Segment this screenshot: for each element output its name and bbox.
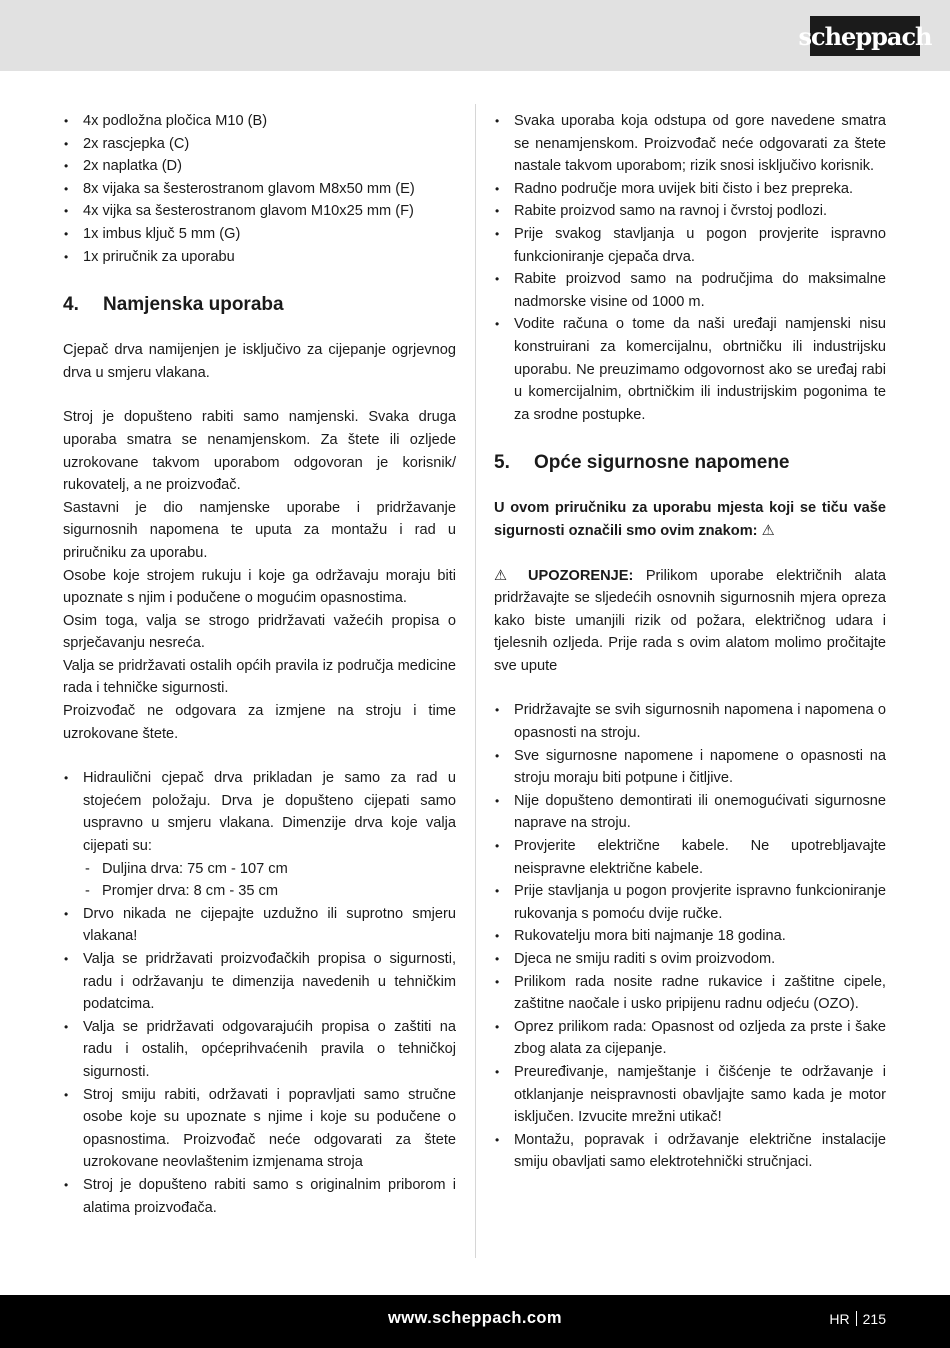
list-item: • Rabite proizvod samo na područjima do maksimalne nadmorske visine od 1000 m.	[494, 268, 886, 313]
section-number: 4.	[63, 294, 79, 316]
list-item: • Prije svakog stavljanja u pogon provjerite ispravno funkcioniranje cjepača drva.	[494, 223, 886, 268]
list-item: • Sve sigurnosne napomene i napomene o opasnosti na stroju moraju biti potpune i čitljive.	[494, 745, 886, 790]
section-5-heading	[494, 451, 886, 475]
safety-list	[494, 699, 886, 1173]
warning-label: ⚠ UPOZORENJE:	[494, 567, 634, 584]
list-item: • 1x imbus ključ 5 mm (G)	[63, 223, 456, 246]
column-divider	[475, 104, 476, 1258]
list-item: • Rukovatelju mora biti najmanje 18 godina.	[494, 925, 886, 948]
paragraph: Osim toga, valja se strogo pridržavati važećih propisa o sprječavanju nesreća.	[63, 612, 456, 652]
footer-url[interactable]: www.scheppach.com	[388, 1309, 562, 1327]
list-item: • Pridržavajte se svih sigurnosnih napomena i napomena o opasnosti na stroju.	[494, 699, 886, 744]
list-item: • 2x naplatka (D)	[63, 155, 456, 178]
right-column	[494, 110, 886, 1174]
list-item: • Vodite računa o tome da naši uređaji namjenski nisu konstruirani za komercijalnu, obrtničku ili industrijsku uporabu. Ne preuzimamo odgovornost ako se uređaj rabi u komercijalnim, obrtničkim ili industrijskim pogonima te za srodne postupke.	[494, 313, 886, 426]
footer-bar	[0, 1295, 950, 1348]
language-code: HR	[829, 1311, 850, 1327]
list-item: • Prije stavljanja u pogon provjerite ispravno funkcioniranje rukovanja s pomoću dvije ručke.	[494, 880, 886, 925]
list-item: • Stroj smiju rabiti, održavati i popravljati samo stručne osobe koje su upoznate s njime i koje su podučene o opasnostima. Proizvođač neće odgovarati za štete uzrokovane neovlaštenim izmjenama stroja	[63, 1084, 456, 1174]
section-title: Opće sigurnosne napomene	[534, 452, 790, 474]
safety-intro: U ovom priručniku za uporabu mjesta koji se tiču vaše sigurnosti označili smo ovim znakom: ⚠	[494, 500, 886, 539]
list-item: • Stroj je dopušteno rabiti samo s originalnim priborom i alatima proizvođača.	[63, 1174, 456, 1219]
paragraph: Proizvođač ne odgovara za izmjene na stroju i time uzrokovane štete.	[63, 703, 456, 742]
header-bar	[0, 0, 950, 71]
list-item: • Montažu, popravak i održavanje električne instalacije smiju obavljati samo elektrotehnički stručnjaci.	[494, 1129, 886, 1174]
paragraph: Osobe koje strojem rukuju i koje ga održavaju moraju biti upoznate s njim i podučene o mogućim opasnostima.	[63, 567, 456, 607]
section-title: Namjenska uporaba	[103, 294, 284, 316]
list-item: • Radno područje mora uvijek biti čisto i bez prepreka.	[494, 178, 886, 201]
usage-list	[494, 110, 886, 426]
scheppach-logo: scheppach	[810, 16, 920, 56]
page-separator	[856, 1311, 857, 1326]
usage-rules-list	[63, 767, 456, 1219]
list-item: • 2x rascjepka (C)	[63, 133, 456, 156]
left-column	[63, 110, 456, 1219]
page-indicator	[829, 1311, 886, 1327]
parts-list	[63, 110, 456, 268]
list-item: • Rabite proizvod samo na ravnoj i čvrstoj podlozi.	[494, 200, 886, 223]
paragraph: Sastavni je dio namjenske uporabe i pridržavanje sigurnosnih napomena te uputa za montažu i rad u priručniku za uporabu.	[63, 499, 456, 561]
list-item: • Valja se pridržavati odgovarajućih propisa o zaštiti na radu i ostalih, općeprihvaćenih pravila o tehničkoj sigurnosti.	[63, 1016, 456, 1084]
paragraph: Cjepač drva namijenjen je isključivo za cijepanje ogrjevnog drva u smjeru vlakana.	[63, 342, 456, 381]
paragraph: Stroj je dopušteno rabiti samo namjenski. Svaka druga uporaba smatra se nenamjenskom. Za štete ili ozljede uzrokovane takvom uporabom odgovoran je korisnik/ rukovatelj, a ne proizvođač.	[63, 409, 456, 494]
list-item: • Preuređivanje, namještanje i čišćenje te održavanje i otklanjanje neispravnosti obavljajte samo kada je motor isključen. Izvucite mrežni utikač!	[494, 1061, 886, 1129]
page-number: 215	[862, 1311, 886, 1327]
section-number: 5.	[494, 452, 510, 474]
list-item: • Djeca ne smiju raditi s ovim proizvodom.	[494, 948, 886, 971]
warning-text: Prilikom uporabe električnih alata pridržavajte se sljedećih osnovnih sigurnosnih mjera opreza kako biste umanjili rizik od požara, električnog udara i tjelesnih ozljeda. Prije rada s ovim alatom molimo pročitajte sve upute	[494, 567, 886, 674]
dimension-item: - Duljina drva: 75 cm - 107 cm	[63, 858, 456, 881]
section-4-heading	[63, 293, 456, 317]
dimension-item: - Promjer drva: 8 cm - 35 cm	[63, 880, 456, 903]
list-item: • Prilikom rada nosite radne rukavice i zaštitne cipele, zaštitne naočale i usko pripijenu radnu odjeću (OZO).	[494, 971, 886, 1016]
warning-paragraph	[494, 565, 886, 678]
list-item: • 4x podložna pločica M10 (B)	[63, 110, 456, 133]
list-item: • Provjerite električne kabele. Ne upotrebljavajte neispravne električne kabele.	[494, 835, 886, 880]
paragraph: Valja se pridržavati ostalih općih pravila iz područja medicine rada i tehničke sigurnosti.	[63, 657, 456, 697]
list-item: • 8x vijaka sa šesterostranom glavom M8x50 mm (E)	[63, 178, 456, 201]
list-item: • Drvo nikada ne cijepajte uzdužno ili suprotno smjeru vlakana!	[63, 903, 456, 948]
list-item: • 4x vijka sa šesterostranom glavom M10x25 mm (F)	[63, 200, 456, 223]
list-item: • Valja se pridržavati proizvođačkih propisa o sigurnosti, radu i održavanju te dimenzija navedenih u tehničkim podatcima.	[63, 948, 456, 1016]
list-item: • Nije dopušteno demontirati ili onemogućivati sigurnosne naprave na stroju.	[494, 790, 886, 835]
list-item: • 1x priručnik za uporabu	[63, 246, 456, 269]
list-item: • Svaka uporaba koja odstupa od gore navedene smatra se nenamjenskom. Proizvođač neće odgovarati za štete nastale takvom uporabom; rizik snosi isključivo korisnik.	[494, 110, 886, 178]
list-item: • Hidraulični cjepač drva prikladan je samo za rad u stojećem položaju. Drva je dopušteno cijepati samo uspravno u smjeru vlakana. Dimenzije drva koje valja cijepati su:	[63, 767, 456, 857]
list-item: • Oprez prilikom rada: Opasnost od ozljeda za prste i šake zbog alata za cijepanje.	[494, 1016, 886, 1061]
